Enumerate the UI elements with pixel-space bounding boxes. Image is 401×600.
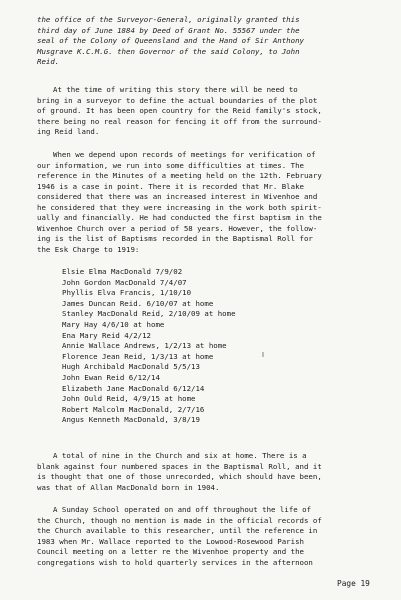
list-item: Phyllis Elva Francis, 1/10/10 (62, 288, 192, 298)
text-line: the office of the Surveyor-General, originally granted this (37, 15, 300, 24)
list-item: John Ould Reid, 4/9/15 at home (62, 394, 196, 404)
list-item: Florence Jean Reid, 1/3/13 at home (62, 351, 214, 361)
text-line: Musgrave K.C.M.G. then Governor of the said Colony, to John (37, 46, 300, 56)
list-item: Angus Kenneth MacDonald, 3/8/19 (62, 415, 200, 425)
text-line: A Sunday School operated on and off throughout the life of (53, 505, 312, 514)
list-item: Hugh Archibald MacDonald 5/5/13 (62, 362, 200, 372)
text-line: bring in a surveyor to define the actual boundaries of the plot (37, 95, 318, 105)
text-line: of ground. It has been open country for the Reid family's stock, (37, 106, 322, 115)
list-item: Robert Malcolm MacDonald, 2/7/16 (62, 404, 205, 414)
text-line: our information, we run into some difficulties at times. The (37, 160, 304, 170)
text-line: considered that there was an increased interest in Wivenhoe and (37, 192, 318, 201)
text-line: seal of the Colony of Queensland and the Hand of Sir Anthony (37, 36, 304, 45)
text-line: At the time of writing this story there will be need to (53, 85, 298, 94)
text-line: the Esk Charge to 1919: (37, 244, 140, 254)
list-item: Mary Hay 4/6/10 at home (62, 319, 165, 329)
text-line: third day of June 1884 by Deed of Grant No. 55567 under the (37, 25, 300, 35)
text-line: ing Reid land. (37, 127, 100, 136)
text-line: congregations wish to hold quarterly services in the afternoon (37, 557, 313, 567)
text-line: the Church available to this researcher, until the reference in (37, 526, 318, 535)
list-item: Stanley MacDonald Reid, 2/10/09 at home (62, 309, 236, 319)
text-line: A total of nine in the Church and six at home. There is a (53, 451, 307, 460)
text-line: reference in the Minutes of a meeting held on the 12th. February (37, 171, 322, 180)
scan-mark (262, 352, 264, 357)
paragraph-surveyor (37, 85, 367, 138)
text-line: is thought that one of those unrecorded, which should have been, (37, 472, 322, 481)
paragraph-total (37, 451, 367, 493)
text-line: Reid. (37, 57, 60, 66)
list-item: Ena Mary Reid 4/2/12 (62, 330, 151, 340)
text-line: was that of Allan MacDonald born in 1904. (37, 482, 220, 492)
text-line: 1983 when Mr. Wallace reported to the Lowood-Rosewood Parish (37, 536, 304, 546)
text-line: ually and financially. He had conducted the first baptism in the (37, 213, 322, 222)
list-item: Elizabeth Jane MacDonald 6/12/14 (62, 383, 205, 393)
text-line: ing is the list of Baptisms recorded in the Baptismal Roll for (37, 234, 313, 243)
list-item: John Gordon MacDonald 7/4/07 (62, 277, 187, 287)
paragraph-meeting-records (37, 150, 367, 255)
text-line: the Church, though no mention is made in the official records of (37, 515, 322, 525)
paragraph-deed-of-grant (37, 15, 367, 68)
list-item: Elsie Elma MacDonald 7/9/02 (62, 267, 183, 276)
page-number: Page 19 (337, 579, 370, 588)
paragraph-sunday-school (37, 505, 367, 568)
text-line: Wivenhoe Church over a period of 58 years. However, the follow- (37, 223, 318, 233)
list-item: James Duncan Reid. 6/10/07 at home (62, 298, 214, 308)
text-line: blank against four numbered spaces in the Baptismal Roll, and it (37, 461, 322, 471)
text-line: When we depend upon records of meetings for verification of (53, 150, 316, 159)
list-item: John Ewan Reid 6/12/14 (62, 372, 160, 382)
baptism-list (62, 267, 302, 426)
list-item: Annie Wallace Andrews, 1/2/13 at home (62, 341, 227, 351)
text-line: Council meeting on a letter re the Wivenhoe property and the (37, 547, 304, 556)
text-line: he considered that they were increasing in the work both spirit- (37, 202, 322, 212)
text-line: 1946 is a case in point. There it is recorded that Mr. Blake (37, 181, 304, 191)
text-line: there being no real reason for fencing it off from the surround- (37, 116, 322, 126)
